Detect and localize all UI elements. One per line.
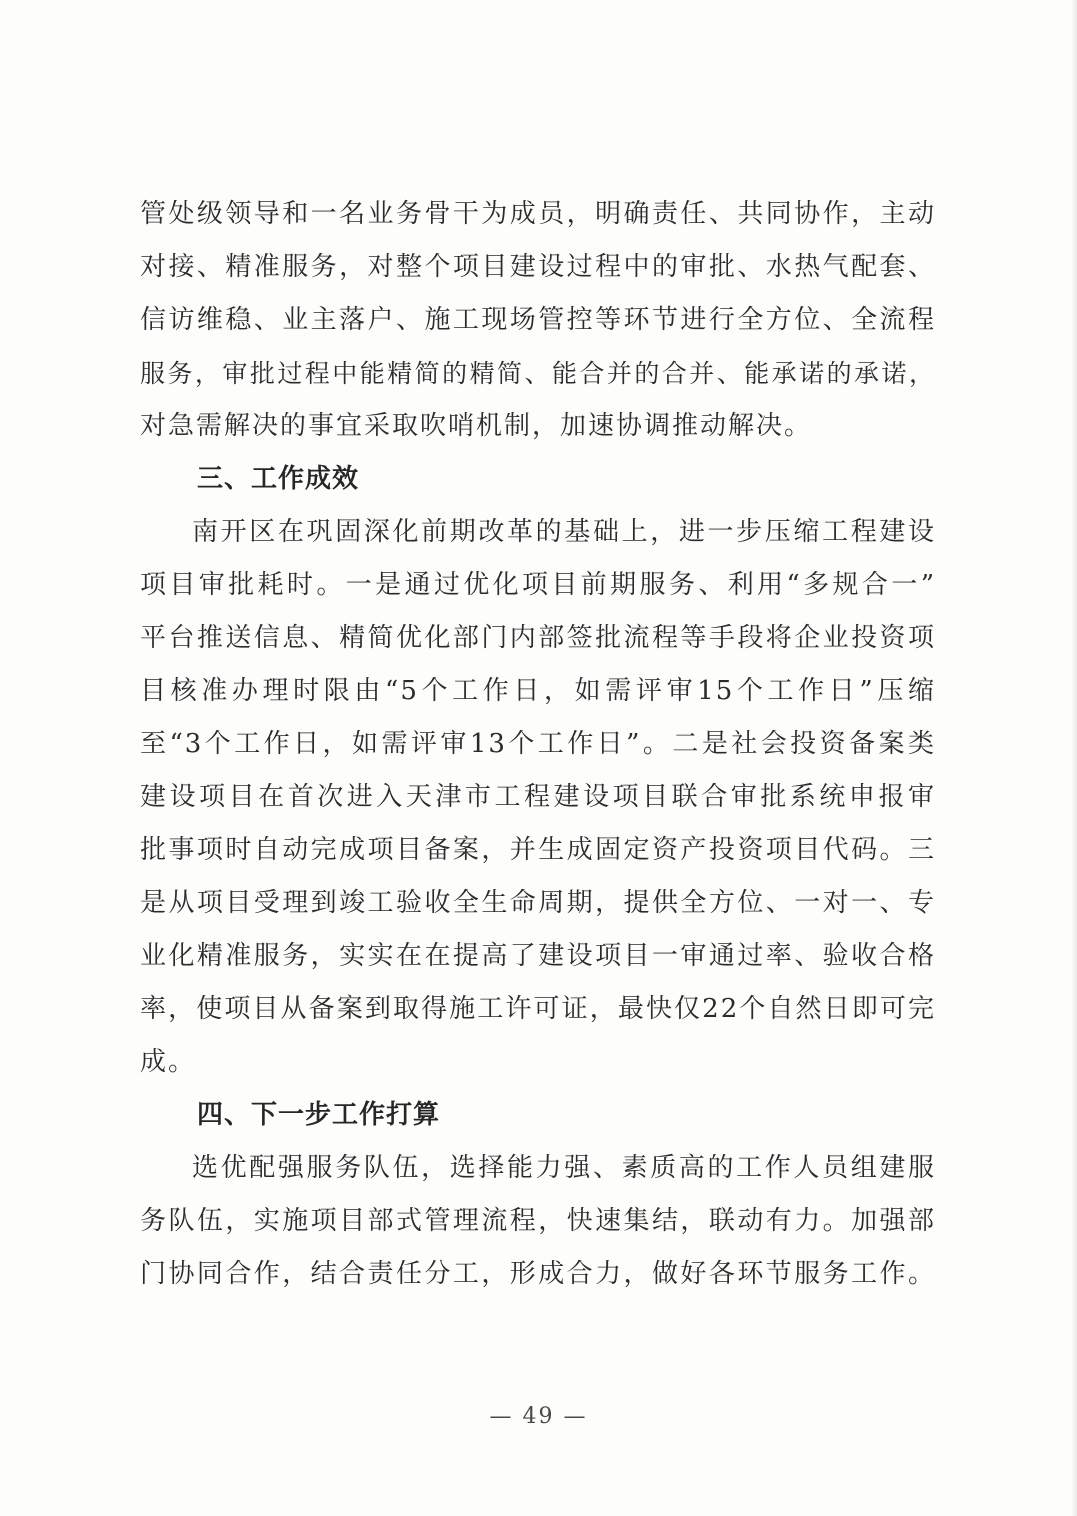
text-line: 南开区在巩固深化前期改革的基础上，进一步压缩工程建设 <box>192 517 936 547</box>
section-three-paragraph <box>140 506 936 1089</box>
text-line: 平台推送信息、精简优化部门内部签批流程等手段将企业投资项 <box>140 623 936 653</box>
text-line: 门协同合作，结合责任分工，形成合力，做好各环节服务工作。 <box>140 1259 936 1289</box>
text-line: 批事项时自动完成项目备案，并生成固定资产投资项目代码。三 <box>140 835 936 865</box>
document-body <box>140 188 936 1301</box>
text-line: 对接、精准服务，对整个项目建设过程中的审批、水热气配套、 <box>140 252 936 282</box>
text-line: 成。 <box>140 1047 197 1077</box>
text-line: 目核准办理时限由“5个工作日，如需评审15个工作日”压缩 <box>140 676 936 706</box>
text-line: 务队伍，实施项目部式管理流程，快速集结，联动有力。加强部 <box>140 1206 936 1236</box>
text-line: 业化精准服务，实实在在提高了建设项目一审通过率、验收合格 <box>140 941 936 971</box>
page-edge-shadow <box>1071 0 1077 1516</box>
section-four-paragraph <box>140 1142 936 1301</box>
section-three-heading: 三、工作成效 <box>197 464 360 494</box>
text-line: 对急需解决的事宜采取吹哨机制，加速协调推动解决。 <box>140 411 813 441</box>
text-line: 建设项目在首次进入天津市工程建设项目联合审批系统申报审 <box>140 782 936 812</box>
text-line: 管处级领导和一名业务骨干为成员，明确责任、共同协作，主动 <box>140 199 936 229</box>
text-line: 率，使项目从备案到取得施工许可证，最快仅22个自然日即可完 <box>140 994 936 1024</box>
continued-paragraph <box>140 188 936 453</box>
text-line: 是从项目受理到竣工验收全生命周期，提供全方位、一对一、专 <box>140 888 936 918</box>
text-line: 至“3个工作日，如需评审13个工作日”。二是社会投资备案类 <box>140 729 936 759</box>
text-line: 服务，审批过程中能精简的精简、能合并的合并、能承诺的承诺， <box>140 359 936 388</box>
text-line: 信访维稳、业主落户、施工现场管控等环节进行全方位、全流程 <box>140 305 936 335</box>
page-number: — 49 — <box>489 1404 588 1429</box>
section-four-heading: 四、下一步工作打算 <box>197 1100 441 1130</box>
text-line: 选优配强服务队伍，选择能力强、素质高的工作人员组建服 <box>192 1153 936 1183</box>
text-line: 项目审批耗时。一是通过优化项目前期服务、利用“多规合一” <box>140 570 936 600</box>
